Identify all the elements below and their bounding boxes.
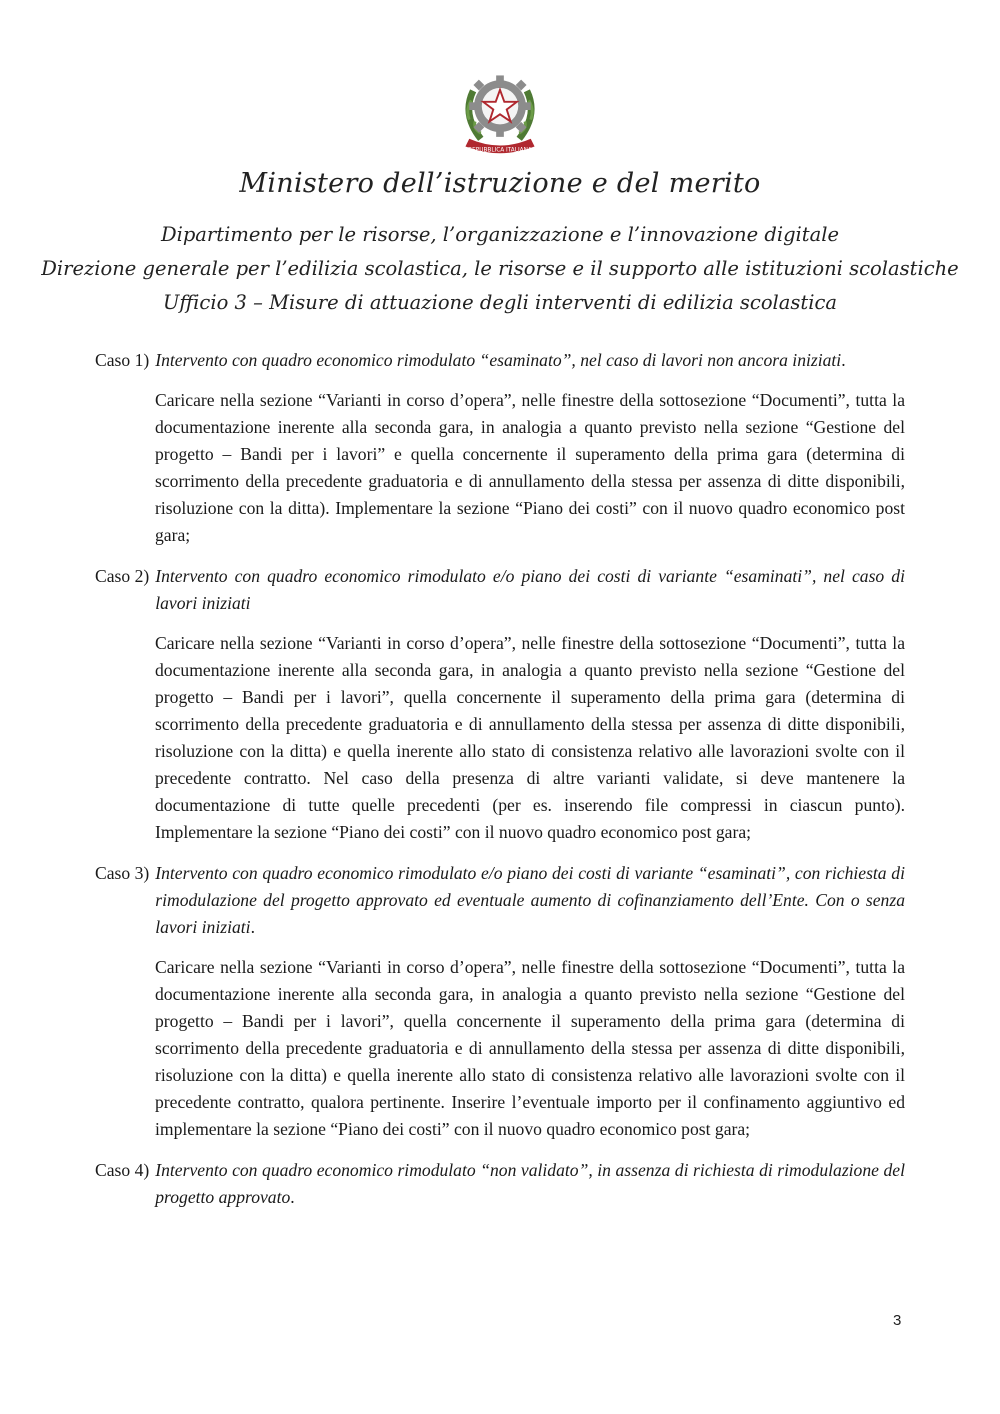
document-body	[95, 347, 905, 1211]
case-3	[95, 860, 905, 1143]
case-2	[95, 563, 905, 846]
department-title: Dipartimento per le risorse, l’organizzazione e l’innovazione digitale	[160, 223, 840, 246]
case-label: Caso 1)	[95, 350, 150, 370]
case-title-suffix: .	[841, 350, 846, 370]
case-title-suffix: .	[250, 917, 255, 937]
case-heading	[95, 860, 905, 941]
office-title: Ufficio 3 – Misure di attuazione degli interventi di edilizia scolastica	[162, 291, 838, 314]
case-title: Intervento con quadro economico rimodulato e/o piano dei costi di variante “esaminati”, nel caso di lavori iniziati	[155, 566, 905, 613]
case-body: Caricare nella sezione “Varianti in corso d’opera”, nelle finestre della sottosezione “Documenti”, tutta la documentazione inerente alla seconda gara, in analogia a quanto previsto nella sezione “Gestione del progetto – Bandi per i lavori”, quella concernente il superamento della prima gara (determina di scorrimento della precedente graduatoria e di annullamento della stessa per assenza di ditte disponibili, risoluzione con la ditta) e quella inerente allo stato di consistenza relativo alle lavorazioni svolte con il precedente contratto. Nel caso della presenza di altre varianti validate, si deve mantenere la documentazione di tutte quelle precedenti (per es. inserendo file compressi in ciascun punto). Implementare la sezione “Piano dei costi” con il nuovo quadro economico post gara;	[155, 633, 905, 842]
case-title-suffix: .	[290, 1187, 295, 1207]
case-4	[95, 1157, 905, 1211]
case-title: Intervento con quadro economico rimodulato e/o piano dei costi di variante “esaminati”, con richiesta di rimodulazione del progetto approvato ed eventuale aumento di cofinanziamento dell’Ente. Con o senza lavori iniziati	[155, 863, 905, 937]
case-1	[95, 347, 905, 549]
case-heading	[95, 347, 905, 374]
case-title-wrap	[155, 563, 905, 617]
case-body: Caricare nella sezione “Varianti in corso d’opera”, nelle finestre della sottosezione “Documenti”, tutta la documentazione inerente alla seconda gara, in analogia a quanto previsto nella sezione “Gestione del progetto – Bandi per i lavori”, quella concernente il superamento della prima gara (determina di scorrimento della precedente graduatoria e di annullamento della stessa per assenza di ditte disponibili, risoluzione con la ditta) e quella inerente allo stato di consistenza relativo alle lavorazioni svolte con il precedente contratto, qualora pertinente. Inserire l’eventuale importo per il confinamento aggiuntivo ed implementare la sezione “Piano dei costi” con il nuovo quadro economico post gara;	[155, 957, 905, 1139]
ministry-title: Ministero dell’istruzione e del merito	[239, 168, 761, 199]
case-title-wrap	[155, 347, 905, 374]
case-title: Intervento con quadro economico rimodulato “esaminato”, nel caso di lavori non ancora iniziati	[155, 350, 842, 370]
case-title-wrap	[155, 1157, 905, 1211]
case-label: Caso 4)	[95, 1160, 150, 1180]
case-body: Caricare nella sezione “Varianti in corso d’opera”, nelle finestre della sottosezione “Documenti”, tutta la documentazione inerente alla seconda gara, in analogia a quanto previsto nella sezione “Gestione del progetto – Bandi per i lavori” e quella concernente il superamento della prima gara (determina di scorrimento della precedente graduatoria e di annullamento della stessa per assenza di ditte disponibili, risoluzione con la ditta). Implementare la sezione “Piano dei costi” con il nuovo quadro economico post gara;	[155, 390, 905, 545]
case-title-wrap	[155, 860, 905, 941]
case-title: Intervento con quadro economico rimodulato “non validato”, in assenza di richiesta di rimodulazione del progetto approvato	[155, 1160, 905, 1207]
republic-emblem-icon	[452, 62, 548, 158]
case-label: Caso 3)	[95, 863, 150, 883]
svg-text:REPUBBLICA ITALIANA: REPUBBLICA ITALIANA	[468, 147, 532, 154]
case-heading	[95, 1157, 905, 1211]
case-heading	[95, 563, 905, 617]
case-label: Caso 2)	[95, 566, 150, 586]
page-number: 3	[893, 1312, 902, 1329]
directorate-title: Direzione generale per l’edilizia scolastica, le risorse e il supporto alle istituzioni scolastiche	[41, 257, 959, 280]
